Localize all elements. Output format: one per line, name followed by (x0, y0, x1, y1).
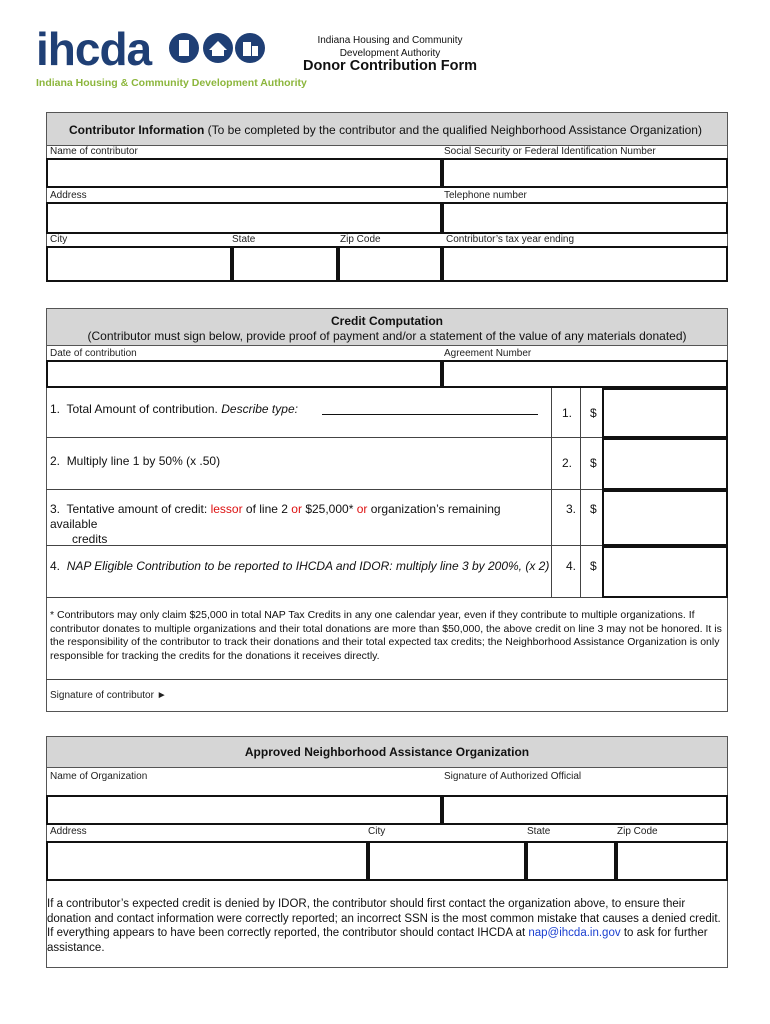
official-signature-input[interactable] (442, 795, 728, 825)
address-label: Address (50, 190, 87, 201)
org-address-input[interactable] (46, 841, 368, 881)
telephone-label: Telephone number (444, 190, 527, 201)
line-2-currency: $ (590, 456, 597, 470)
notice-tail: to ask for further assistance. (47, 927, 708, 954)
line-1-number: 1. (50, 402, 61, 416)
tax-year-label: Contributor’s tax year ending (446, 234, 575, 245)
line-1-currency: $ (590, 406, 597, 420)
city-input[interactable] (46, 246, 232, 282)
org-city-label: City (368, 826, 386, 837)
line-4-number: 4. (50, 559, 61, 573)
line-3-or-1: or (291, 502, 302, 516)
agency-line-1: Indiana Housing and Community (317, 35, 463, 46)
line-2-box-number: 2. (562, 456, 573, 470)
org-state-label: State (527, 826, 551, 837)
line-1-box-number: 1. (562, 406, 573, 420)
org-zip-input[interactable] (616, 841, 728, 881)
organization-name-input[interactable] (46, 795, 442, 825)
state-input[interactable] (232, 246, 338, 282)
line-3-text-1: Tentative amount of credit: (66, 502, 208, 516)
organization-section-header (46, 736, 728, 768)
line-3-box-number: 3. (566, 502, 577, 516)
line-3-text-2: of line 2 (245, 502, 288, 516)
line-3-number: 3. (50, 502, 61, 516)
logo-icons (166, 32, 266, 72)
logo (36, 23, 307, 96)
city-label: City (50, 234, 68, 245)
form-title: Donor Contribution Form (303, 58, 477, 74)
ihcda-email-link[interactable]: nap@ihcda.in.gov (528, 927, 621, 939)
line-3-text-3: $25,000* (305, 502, 354, 516)
line-2-number: 2. (50, 454, 61, 468)
line-2-amount-input[interactable] (602, 438, 728, 490)
org-zip-label: Zip Code (617, 826, 658, 837)
agency-line-2: Development Authority (339, 48, 441, 59)
line-1-text: Total Amount of contribution. (66, 402, 218, 416)
line-4-box-number: 4. (566, 559, 577, 573)
agreement-number-input[interactable] (442, 360, 728, 388)
contributor-section-header (46, 112, 728, 146)
address-input[interactable] (46, 202, 442, 234)
credit-section-note: (Contributor must sign below, provide proof of payment and/or a statement of the value of any materials donated) (87, 329, 687, 343)
organization-section-title: Approved Neighborhood Assistance Organization (244, 745, 530, 759)
denied-credit-notice (47, 897, 727, 955)
contributor-section-title: Contributor Information (69, 123, 205, 137)
org-address-label: Address (50, 826, 87, 837)
line-4-amount-input[interactable] (602, 546, 728, 598)
line-3-currency: $ (590, 502, 597, 516)
date-of-contribution-input[interactable] (46, 360, 442, 388)
agency-name (290, 34, 490, 60)
credit-section-header (46, 308, 728, 346)
arrow-right-icon: ► (156, 690, 167, 701)
ssn-input[interactable] (442, 158, 728, 188)
signature-divider (46, 679, 728, 680)
line-2-text: Multiply line 1 by 50% (x .50) (66, 454, 221, 468)
official-signature-label: Signature of Authorized Official (444, 771, 582, 782)
organization-name-label: Name of Organization (50, 771, 148, 782)
line-4-currency: $ (590, 559, 597, 573)
line-3-or-2: or (356, 502, 368, 516)
telephone-input[interactable] (442, 202, 728, 234)
agreement-number-label: Agreement Number (444, 348, 532, 359)
contributor-signature-field[interactable] (175, 683, 725, 709)
line-1-amount-input[interactable] (602, 388, 728, 438)
credit-section-title: Credit Computation (331, 314, 443, 328)
logo-subtitle: Indiana Housing & Community Development Authority (36, 77, 307, 89)
ssn-label: Social Security or Federal Identification Number (444, 146, 656, 157)
zip-label: Zip Code (340, 234, 381, 245)
logo-wordmark: ihcda (36, 23, 152, 75)
contributor-name-label: Name of contributor (50, 146, 138, 157)
line-3-amount-input[interactable] (602, 490, 728, 546)
tax-year-input[interactable] (442, 246, 728, 282)
state-label: State (232, 234, 256, 245)
line-4-text: NAP Eligible Contribution to be reported to IHCDA and IDOR: multiply line 3 by 200%, (x 2) (66, 559, 550, 573)
contributor-signature-label: Signature of contributor ► (50, 690, 167, 701)
notice-text: If a contributor’s expected credit is denied by IDOR, the contributor should first contact the organization above, to ensure their donation and contact information were correctly reported; an incorrect SSN is the most common mistake that causes a denied credit. If everything appears to have been correctly reported, the contributor should contact IHCDA at (47, 898, 721, 939)
line-3-lessor: lessor (210, 502, 243, 516)
org-state-input[interactable] (526, 841, 616, 881)
org-city-input[interactable] (368, 841, 526, 881)
date-of-contribution-label: Date of contribution (50, 348, 137, 359)
line-3-text-4: organization’s remaining available (50, 502, 501, 531)
zip-input[interactable] (338, 246, 442, 282)
contributor-section-note: (To be completed by the contributor and the qualified Neighborhood Assistance Organization) (207, 123, 702, 137)
line-3-text-5: credits (72, 532, 108, 546)
contributor-name-input[interactable] (46, 158, 442, 188)
line-1-describe: Describe type: (221, 402, 298, 416)
credit-footnote: * Contributors may only claim $25,000 in total NAP Tax Credits in any one calendar year, even if they contribute to multiple organizations. If contributor donates to multiple organizations and their total donations are more than $50,000, the above credit on line 3 may not be honored. It is the responsibility of the contributor to track their donations and their total expected tax credits; the Neighborhood Assistance Organization is only responsible for tracking the credits for the donations it receives directly. (50, 609, 722, 662)
